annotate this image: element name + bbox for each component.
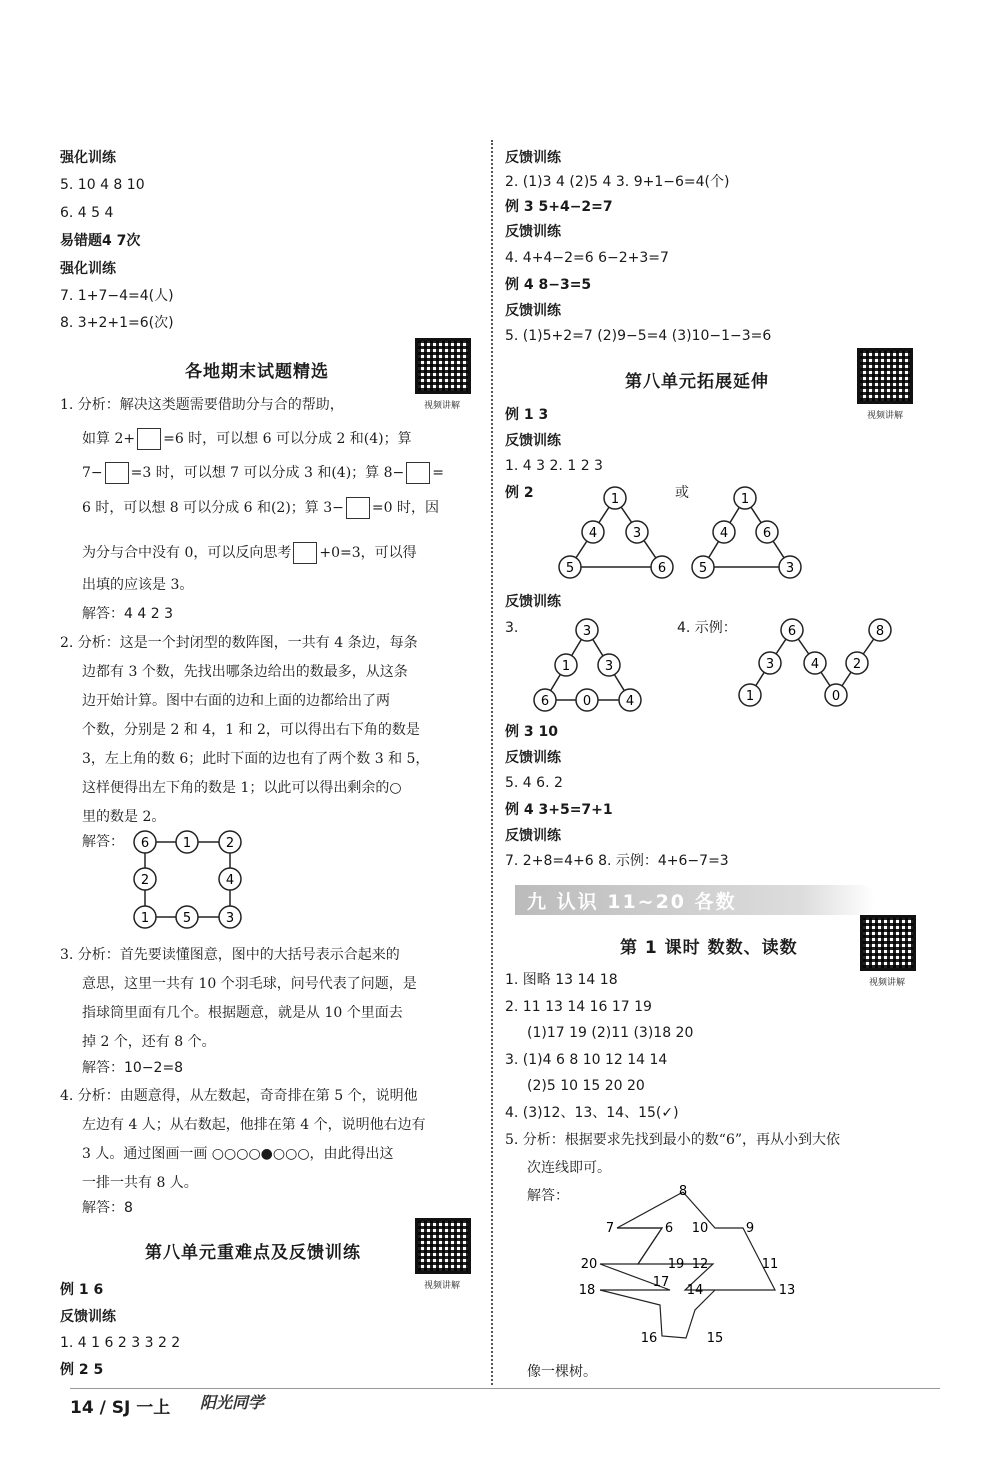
- example-line: 例 1 6: [60, 1282, 104, 1298]
- example-line: 例 3 5+4−2=7: [505, 199, 613, 215]
- tree-number: 11: [761, 1257, 779, 1272]
- node-number: 3: [604, 659, 614, 674]
- page-number: 14 / SJ 一上: [70, 1398, 171, 1418]
- q4-text: 4. 分析：由题意得，从左数起，奇奇排在第 5 个，说明他: [60, 1088, 418, 1104]
- tree-number: 8: [678, 1184, 688, 1199]
- q1-text: 1. 分析：解决这类题需要借助分与合的帮助，: [60, 397, 344, 413]
- blank-box: [137, 428, 161, 450]
- q1-text: 出填的应该是 3。: [82, 577, 194, 593]
- qr-label: 视频讲解: [423, 1281, 460, 1291]
- node-number: 4: [625, 694, 635, 709]
- node-number: 3: [765, 657, 775, 672]
- node-number: 6: [762, 526, 772, 541]
- answer-line: 4. (3)12、13、14、15(✓): [505, 1105, 679, 1121]
- heading-feedback: 反馈训练: [505, 594, 561, 610]
- qr-label: 视频讲解: [866, 411, 903, 421]
- answer-line: 5. (1)5+2=7 (2)9−5=4 (3)10−1−3=6: [505, 328, 772, 344]
- chapter-title: 九 认识 11~20 各数: [527, 891, 737, 913]
- answer-line: 5. 4 6. 2: [505, 775, 563, 791]
- answer-line: 1. 图略 13 14 18: [505, 972, 618, 988]
- node-number: 1: [561, 659, 571, 674]
- node-number: 6: [540, 694, 550, 709]
- node-number: 1: [740, 492, 750, 507]
- answer-line: 7. 1+7−4=4(人): [60, 288, 174, 304]
- q2-text: 里的数是 2。: [82, 809, 166, 825]
- answer-line: 8. 3+2+1=6(次): [60, 315, 174, 331]
- tree-number: 6: [664, 1221, 674, 1236]
- example-line: 例 1 3: [505, 407, 549, 423]
- example-line: 例 2 5: [60, 1362, 104, 1378]
- blank-box: [346, 497, 370, 519]
- q4-answer: 解答：8: [82, 1200, 133, 1216]
- heading-feedback: 反馈训练: [505, 433, 561, 449]
- q3-text: 指球筒里面有几个。根据题意，就是从 10 个里面去: [82, 1005, 403, 1021]
- node-number: 4: [719, 526, 729, 541]
- heading-feedback: 反馈训练: [505, 750, 561, 766]
- answer-line: 6. 4 5 4: [60, 205, 114, 221]
- q2-text: 2. 分析：这是一个封闭型的数阵图，一共有 4 条边，每条: [60, 635, 418, 651]
- tree-number: 13: [778, 1283, 796, 1298]
- tree-number: 9: [745, 1221, 755, 1236]
- node-number: 5: [698, 561, 708, 576]
- node-number: 6: [140, 836, 150, 851]
- node-number: 6: [787, 624, 797, 639]
- q2-answer: 解答：: [82, 834, 124, 850]
- answer-line: 1. 4 1 6 2 3 3 2 2: [60, 1335, 181, 1351]
- answer-label: 3.: [505, 620, 519, 636]
- answer-line: 2. 11 13 14 16 17 19: [505, 999, 652, 1015]
- column-divider: [491, 140, 493, 1385]
- heading-feedback: 反馈训练: [60, 1309, 116, 1325]
- node-number: 8: [875, 624, 885, 639]
- q5-text: 5. 分析：根据要求先找到最小的数“6”，再从小到大依: [505, 1132, 841, 1148]
- q4-text: 一排一共有 8 人。: [82, 1175, 198, 1191]
- qr-code-icon[interactable]: [860, 915, 916, 971]
- square-number-diagram: [120, 822, 270, 937]
- answer-line: 4. 4+4−2=6 6−2+3=7: [505, 250, 669, 266]
- heading-reinforce: 强化训练: [60, 261, 116, 277]
- tree-number: 7: [605, 1221, 615, 1236]
- chapter-banner: [515, 885, 875, 915]
- q2-text: 边都有 3 个数，先找出哪条边给出的数最多，从这条: [82, 664, 408, 680]
- q4-text: 3 人。通过图画一画 ○○○○●○○○，由此得出这: [82, 1146, 394, 1162]
- qr-code-icon[interactable]: [415, 338, 471, 394]
- q5-answer: 解答：: [527, 1188, 569, 1204]
- node-number: 1: [610, 492, 620, 507]
- node-number: 1: [140, 911, 150, 926]
- node-number: 3: [785, 561, 795, 576]
- qr-label: 视频讲解: [423, 401, 460, 411]
- answer-line: 7. 2+8=4+6 8. 示例：4+6−7=3: [505, 853, 729, 869]
- node-number: 2: [140, 873, 150, 888]
- section-title: 各地期末试题精选: [185, 362, 329, 382]
- tree-number: 15: [706, 1331, 724, 1346]
- triangle-diagram-2: [685, 480, 815, 585]
- section-title: 第八单元重难点及反馈训练: [145, 1243, 361, 1263]
- q1-answer: 解答：4 4 2 3: [82, 606, 173, 622]
- answer-line: 1. 4 3 2. 1 2 3: [505, 458, 603, 474]
- node-number: 1: [745, 689, 755, 704]
- zigzag-diagram: [730, 612, 910, 717]
- answer-label: 4. 示例：: [677, 620, 737, 636]
- qr-code-icon[interactable]: [415, 1218, 471, 1274]
- tree-number: 10: [691, 1221, 709, 1236]
- brand-logo: 阳光同学: [200, 1393, 265, 1412]
- heading-feedback: 反馈训练: [505, 828, 561, 844]
- footer-rule: [70, 1388, 940, 1389]
- q4-text: 左边有 4 人；从右数起，他排在第 4 个，说明他右边有: [82, 1117, 426, 1133]
- node-number: 4: [225, 873, 235, 888]
- q3-text: 3. 分析：首先要读懂图意，图中的大括号表示合起来的: [60, 947, 400, 963]
- qr-label: 视频讲解: [868, 978, 905, 988]
- node-number: 2: [225, 836, 235, 851]
- triangle-diagram-3: [520, 612, 650, 722]
- q2-text: 个数，分别是 2 和 4，1 和 2，可以得出右下角的数是: [82, 722, 420, 738]
- tree-connect-diagram: [565, 1180, 805, 1360]
- tree-number: 18: [578, 1283, 596, 1298]
- tree-number: 17: [652, 1275, 670, 1290]
- tree-number: 14: [686, 1283, 704, 1298]
- tree-number: 16: [640, 1331, 658, 1346]
- tree-number: 20: [580, 1257, 598, 1272]
- answer-line: 3. (1)4 6 8 10 12 14 14: [505, 1052, 668, 1068]
- heading-feedback: 反馈训练: [505, 224, 561, 240]
- section-title: 第八单元拓展延伸: [625, 372, 769, 392]
- conclusion-line: 像一棵树。: [527, 1364, 597, 1380]
- node-number: 0: [582, 694, 592, 709]
- q1-text: 6 时，可以想 8 可以分成 6 和(2)；算 3− =0 时，因: [82, 497, 439, 519]
- q3-answer: 解答：10−2=8: [82, 1060, 184, 1076]
- blank-box: [105, 462, 129, 484]
- triangle-diagram-1: [550, 480, 680, 585]
- tree-number: 12: [691, 1257, 709, 1272]
- blank-box: [293, 542, 317, 564]
- node-number: 5: [182, 911, 192, 926]
- q1-text: 如算 2+ =6 时，可以想 6 可以分成 2 和(4)；算: [82, 428, 412, 450]
- node-number: 1: [182, 836, 192, 851]
- answer-line: (1)17 19 (2)11 (3)18 20: [527, 1025, 694, 1041]
- heading-feedback: 反馈训练: [505, 303, 561, 319]
- q2-text: 边开始计算。图中右面的边和上面的边都给出了两: [82, 693, 390, 709]
- or-label: 或: [675, 485, 689, 501]
- answer-line: 5. 10 4 8 10: [60, 177, 145, 193]
- tree-number: 19: [667, 1257, 685, 1272]
- q3-text: 意思，这里一共有 10 个羽毛球，问号代表了问题，是: [82, 976, 417, 992]
- node-number: 2: [852, 657, 862, 672]
- heading-feedback: 反馈训练: [505, 150, 561, 166]
- example-line: 例 2: [505, 485, 534, 501]
- node-number: 3: [225, 911, 235, 926]
- example-line: 例 4 3+5=7+1: [505, 802, 613, 818]
- answer-line: (2)5 10 15 20 20: [527, 1078, 645, 1094]
- node-number: 4: [810, 657, 820, 672]
- node-number: 0: [831, 689, 841, 704]
- q2-text: 这样便得出左下角的数是 1；以此可以得出剩余的○: [82, 780, 402, 796]
- q1-text: 为分与合中没有 0，可以反向思考 +0=3，可以得: [82, 542, 417, 564]
- node-number: 4: [588, 526, 598, 541]
- node-number: 3: [632, 526, 642, 541]
- qr-code-icon[interactable]: [857, 348, 913, 404]
- node-number: 6: [657, 561, 667, 576]
- answer-line: 2. (1)3 4 (2)5 4 3. 9+1−6=4(个): [505, 174, 730, 190]
- node-number: 5: [565, 561, 575, 576]
- q3-text: 掉 2 个，还有 8 个。: [82, 1034, 216, 1050]
- blank-box: [406, 462, 430, 484]
- q1-text: 7− =3 时，可以想 7 可以分成 3 和(4)；算 8− =: [82, 462, 444, 484]
- example-line: 例 3 10: [505, 724, 558, 740]
- q5-text: 次连线即可。: [527, 1160, 611, 1176]
- example-line: 例 4 8−3=5: [505, 277, 592, 293]
- q2-text: 3，左上角的数 6；此时下面的边也有了两个数 3 和 5，: [82, 751, 430, 767]
- lesson-title: 第 1 课时 数数、读数: [620, 938, 798, 958]
- node-number: 3: [582, 624, 592, 639]
- error-prone-line: 易错题4 7次: [60, 233, 141, 249]
- heading-reinforce: 强化训练: [60, 150, 116, 166]
